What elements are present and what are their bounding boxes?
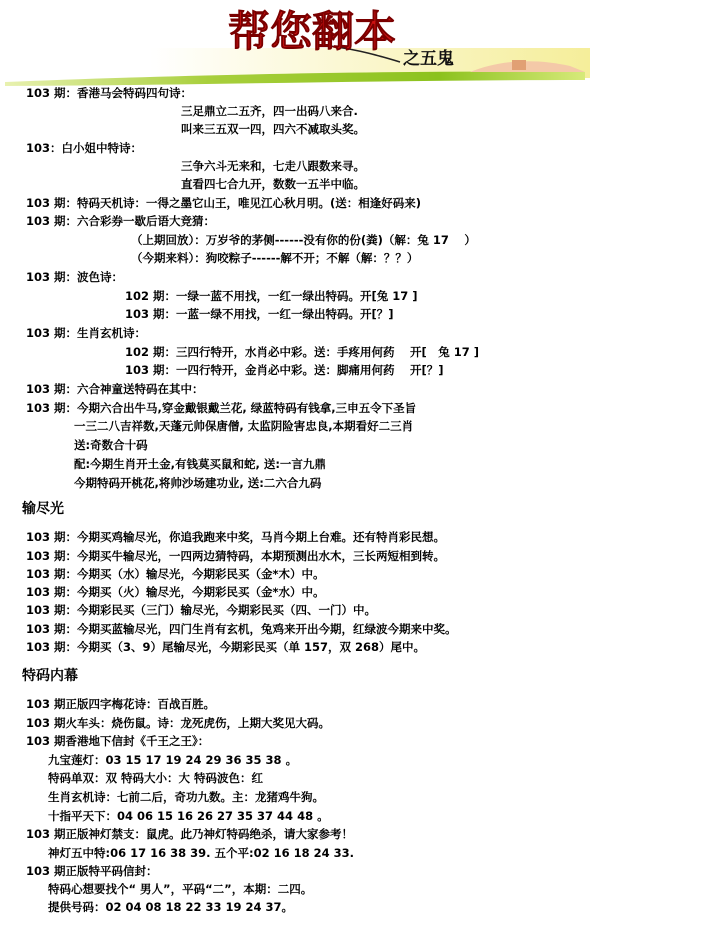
banner-grass — [5, 72, 585, 86]
text-line: 103 期：今期买蓝输尽光，四门生肖有玄机，兔鸡来开出今期，红绿波今期来中奖。 — [26, 622, 457, 636]
text-line: 今期特码开桃花,将帅沙场建功业, 送:二六合九码 — [74, 476, 322, 490]
text-line: 提供号码：02 04 08 18 22 33 19 24 37。 — [48, 900, 294, 914]
text-line: 103 期：一四行特开，金肖必中彩。送：脚痛用何药 开[？] — [125, 363, 444, 377]
text-line: 送:奇数合十码 — [74, 438, 148, 452]
text-line: 神灯五中特:06 17 16 38 39. 五个平:02 16 18 24 33. — [48, 846, 355, 860]
text-line: 103 期：今期六合出牛马,穿金戴银戴兰花, 绿蓝特码有钱拿,三申五令下圣旨 — [26, 401, 417, 415]
text-line: 九宝莲灯：03 15 17 19 24 29 36 35 38 。 — [48, 753, 298, 767]
text-line: 103 期：今期买（水）输尽光，今期彩民买（金*木）中。 — [26, 567, 325, 581]
banner-house — [512, 60, 526, 70]
text-line: 103 期：香港马会特码四句诗： — [26, 86, 193, 100]
text-line: 103 期正版四字梅花诗：百战百胜。 — [26, 697, 216, 711]
text-line: 103 期：波色诗： — [26, 270, 124, 284]
text-line: 103 期：今期买（火）输尽光，今期彩民买（金*水）中。 — [26, 585, 325, 599]
text-line: 生肖玄机诗：七前二后，奇功九数。主：龙猪鸡牛狗。 — [48, 790, 324, 804]
text-line: 103 期：今期买鸡输尽光，你追我跑来中奖，马肖今期上台难。还有特肖彩民想。 — [26, 530, 446, 544]
text-line: 103 期：生肖玄机诗： — [26, 326, 147, 340]
text-line: 103 期：今期彩民买（三门）输尽光，今期彩民买（四、一门）中。 — [26, 603, 377, 617]
text-line: 十指平天下：04 06 15 16 26 27 35 37 44 48 。 — [48, 809, 329, 823]
text-line: 三足鼎立二五齐，四一出码八来合. — [181, 104, 358, 118]
header-banner — [0, 0, 720, 88]
text-line: 103 期正版特平码信封： — [26, 864, 158, 878]
text-line: 103 期：今期买牛输尽光，一四两边猜特码，本期预测出水木，三长两短相到转。 — [26, 549, 446, 563]
text-line: 103 期：特码天机诗：一得之墨它山王，唯见江心秋月明。(送：相逢好码来) — [26, 196, 422, 210]
section-heading: 输尽光 — [22, 501, 64, 517]
banner-title: 帮您翻本 — [227, 7, 397, 56]
text-line: 直看四七合九开，数数一五半中临。 — [181, 177, 365, 191]
text-line: 103 期香港地下信封《千王之王》： — [26, 734, 210, 748]
text-line: 特码心想要找个“ 男人”，平码“二”，本期：二四。 — [48, 882, 313, 896]
text-line: （上期回放）：万岁爷的茅侧------没有你的份(粪)（解：兔 17 ） — [131, 233, 476, 247]
banner-subtitle: 之五鬼 — [403, 49, 454, 69]
text-line: 103 期：今期买（3、9）尾输尽光，今期彩民买（单 157，双 268）尾中。 — [26, 640, 426, 654]
text-line: 102 期：三四行特开，水肖必中彩。送：手疼用何药 开[ 兔 17 ] — [125, 345, 480, 359]
text-line: 103 期：一蓝一绿不用找，一红一绿出特码。开[？] — [125, 307, 394, 321]
text-line: 三争六斗无来和，七走八跟数来寻。 — [181, 159, 365, 173]
text-line: 103 期正版神灯禁支：鼠虎。此乃神灯特码绝杀，请大家参考！ — [26, 827, 354, 841]
text-line: 103 期火车头：烧伤鼠。诗：龙死虎伤，上期大奖见大码。 — [26, 716, 331, 730]
text-line: 特码单双：双 特码大小：大 特码波色：红 — [48, 771, 264, 785]
text-line: 一三二八吉祥数,天蓬元帅保唐僧, 太监阴险害忠良,本期看好二三肖 — [74, 419, 414, 433]
text-line: （今期来料）：狗咬粽子------解不开；不解（解：？？） — [131, 251, 419, 265]
section-heading: 特码内幕 — [22, 668, 78, 684]
text-line: 103 期：六合神童送特码在其中： — [26, 382, 204, 396]
text-line: 叫来三五双一四，四六不减取头奖。 — [181, 122, 365, 136]
text-line: 配:今期生肖开土金,有钱莫买鼠和蛇, 送:一言九鼎 — [74, 457, 326, 471]
text-line: 103 期：六合彩券一歇后语大竞猜： — [26, 214, 216, 228]
text-line: 102 期：一绿一蓝不用找，一红一绿出特码。开[兔 17 ] — [125, 289, 418, 303]
text-line: 103：白小姐中特诗： — [26, 141, 143, 155]
